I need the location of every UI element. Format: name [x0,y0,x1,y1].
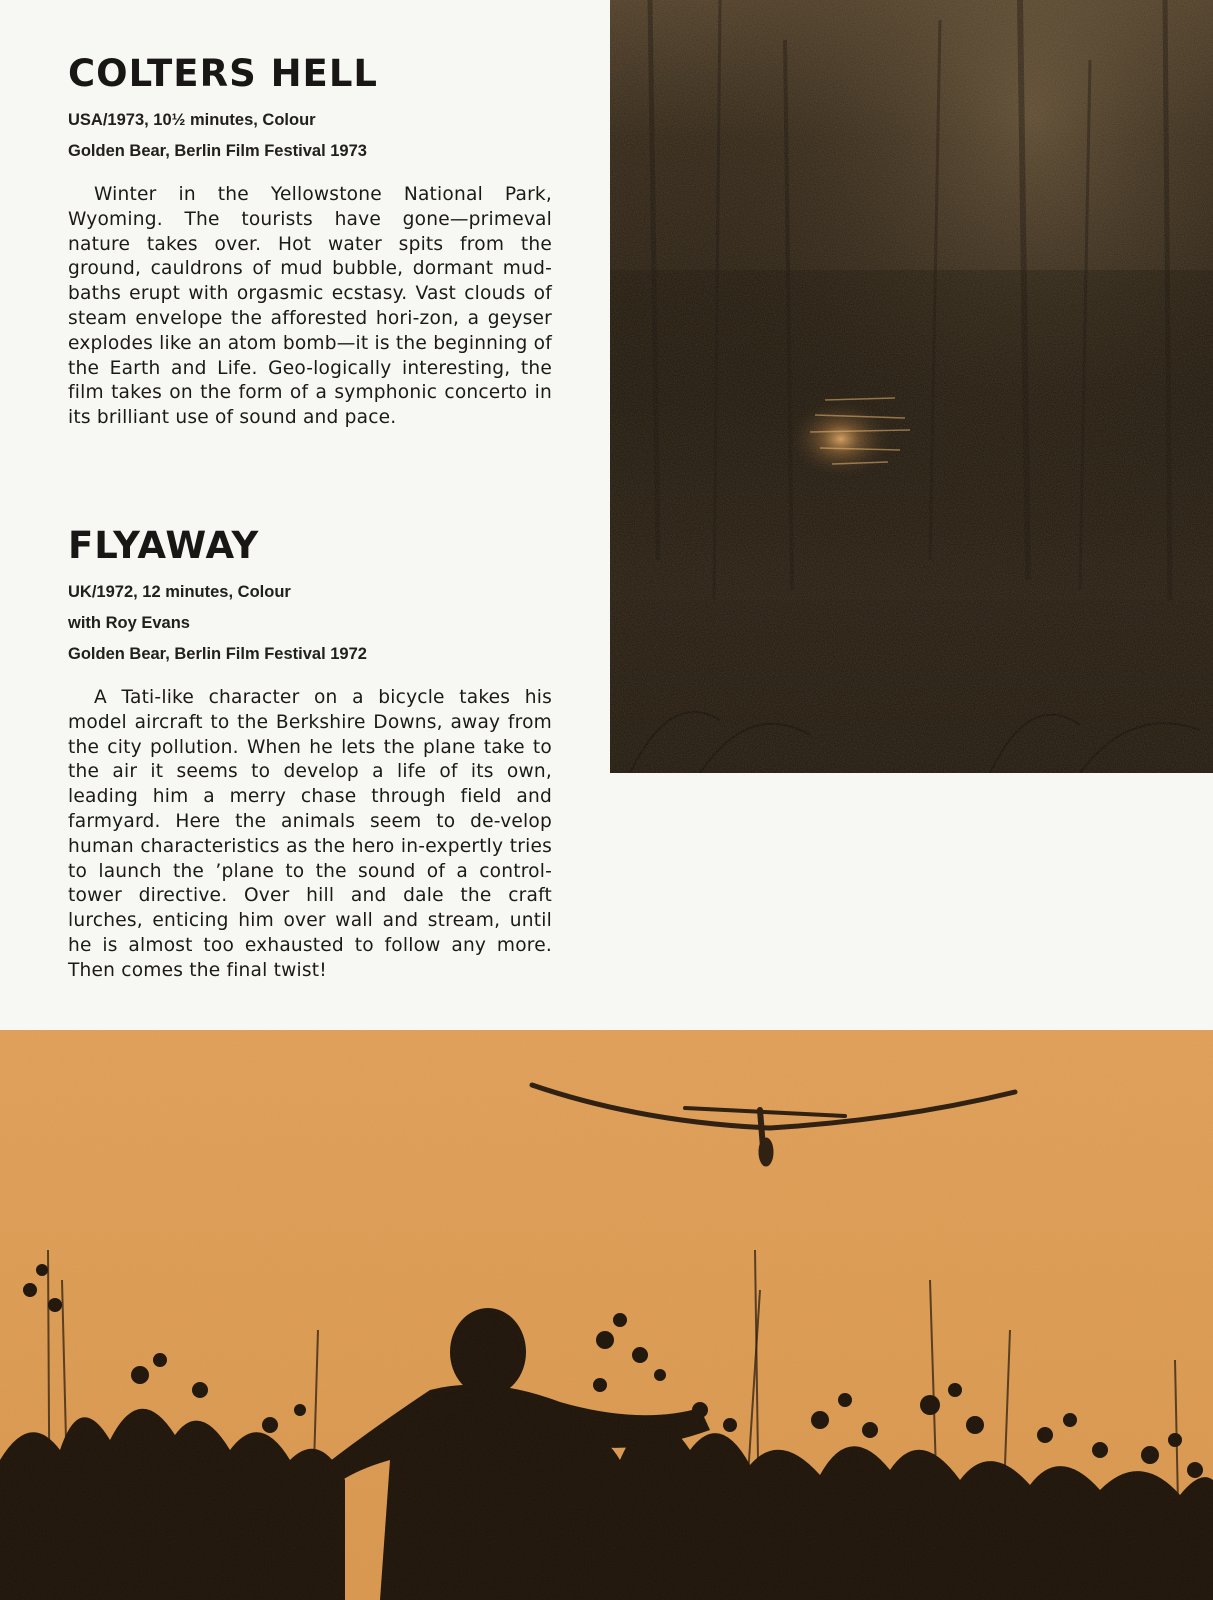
film-meta-country-year: USA/1973, 10½ minutes, Colour [68,111,316,129]
film-meta-award: Golden Bear, Berlin Film Festival 1972 [68,645,367,663]
flyaway-photo [0,1030,1213,1600]
film-meta-cast: with Roy Evans [68,614,190,632]
film-description: Winter in the Yellowstone National Park, Wyoming. The tourists have gone—primeval nature takes over. Hot water spits from the ground, cauldrons of mud bubble, dormant mud-baths erupt with orgasmic ecstasy. Vast clouds of steam envelope the afforested hori-zon, a geyser explodes like an atom bomb—it is the beginning of the Earth and Life. Geo-logically interesting, the film takes on the form of a symphonic concerto in its brilliant use of sound and pace. [68,184,552,429]
geyser-photo [610,0,1213,773]
film-meta-country-year: UK/1972, 12 minutes, Colour [68,583,291,601]
film-meta-award: Golden Bear, Berlin Film Festival 1973 [68,142,367,160]
film-entry-colters-hell [68,52,552,431]
film-entry-flyaway [68,524,552,984]
film-description: A Tati-like character on a bicycle takes his model aircraft to the Berkshire Downs, away from the city pollution. When he lets the plane take to the air it seems to develop a life of its own, leading him a merry chase through field and farmyard. Here the animals seem to de-velop human characteristics as the hero in-expertly tries to launch the ’plane to the sound of a control-tower directive. Over hill and dale the craft lurches, enticing him over wall and stream, until he is almost too exhausted to follow any more. Then comes the final twist! [68,687,552,981]
film-title: FLYAWAY [68,524,260,567]
film-title: COLTERS HELL [68,52,378,95]
